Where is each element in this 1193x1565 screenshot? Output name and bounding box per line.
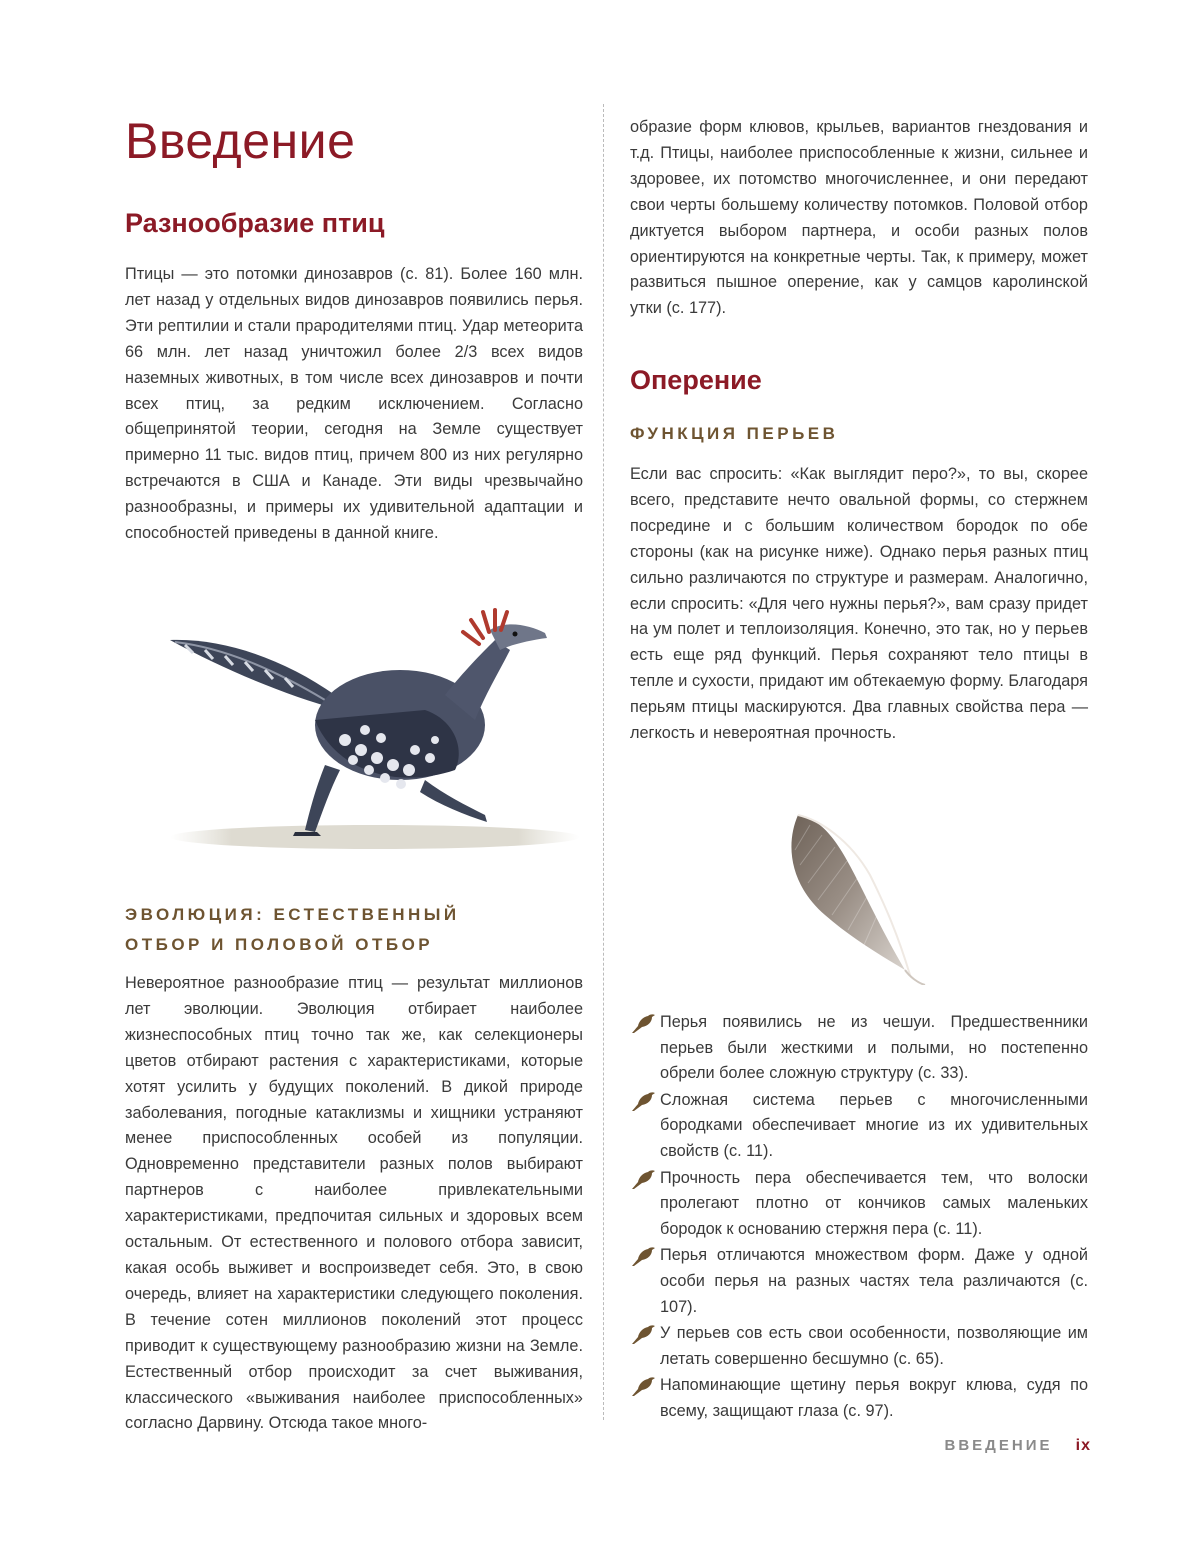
feather-illustration (780, 805, 945, 985)
column-divider (603, 104, 604, 1420)
continued-paragraph: образие форм клювов, крыльев, вариантов гнездования и т.д. Птицы, наиболее приспособленные к жизни, сильнее и здоровее, их потомство многочисленнее, и они передают свои черты большему количеству потомков. Половой отбор диктуется выбором партнера, и особи разных полов ориентируются на конкретные черты. Так, к примеру, может развиться пышное оперение, как у самцов каролинской утки (с. 177). (630, 118, 1088, 318)
list-item: Прочность пера обеспечивается тем, что волоски пролегают плотно от кончиков самых маленьких бородок к основанию стержня пера (с. 11). (630, 1166, 1088, 1243)
feather-facts-list (630, 1010, 1088, 1426)
page-footer (945, 1437, 1092, 1455)
bird-bullet-icon (630, 1089, 656, 1113)
list-item: Перья отличаются множеством форм. Даже у одной особи перья на разных частях тела различаются (с. 107). (630, 1243, 1088, 1320)
list-item: У перьев сов есть свои особенности, позволяющие им летать совершенно бесшумно (с. 65). (630, 1321, 1088, 1372)
bird-bullet-icon (630, 1167, 656, 1191)
bird-bullet-icon (630, 1322, 656, 1346)
section-title-diversity: Разнообразие птиц (125, 208, 385, 238)
page-number: ix (1075, 1437, 1091, 1454)
diversity-paragraph: Птицы — это потомки динозавров (с. 81). Более 160 млн. лет назад у отдельных видов динозавров появились перья. Эти рептилии и стали прародителями птиц. Удар метеорита 66 млн. лет назад уничтожил более 2/3 всех видов наземных животных, в том числе всех динозавров и почти всех птиц, за редким исключением. Согласно общепринятой теории, сегодня на Земле существует примерно 11 тыс. видов птиц, причем 800 из них регулярно встречаются в США и Канаде. Эти виды чрезвычайно разнообразны, и примеры их удивительной адаптации и способностей приведены в данной книге. (125, 265, 583, 543)
section-title-plumage: Оперение (630, 365, 762, 395)
page-title: Введение (125, 113, 356, 169)
evolution-paragraph: Невероятное разнообразие птиц — результат миллионов лет эволюции. Эволюция отбирает наиболее жизнеспособных птиц точно так же, как селекционеры цветов отбирают растения с характеристиками, которые хотят усилить у будущих поколений. В дикой природе заболевания, погодные катаклизмы и хищники устраняют менее приспособленных особей из популяции. Одновременно представители разных полов выбирают партнеров с наиболее привлекательными характеристиками, предпочитая сильных и здоровых всем остальным. От естественного и полового отбора зависит, какая особь выживет и воспроизведет себя. Это, в свою очередь, влияет на характеристики следующего поколения. В течение сотен миллионов поколений этот процесс приводит к существующему разнообразию жизни на Земле. Естественный отбор происходит за счет выживания, классического «выживания наиболее приспособленных» согласно Дарвину. Отсюда такое много- (125, 974, 583, 1433)
list-item: Перья появились не из чешуи. Предшественники перьев были жесткими и полыми, но постепенно обрели более сложную структуру (с. 33). (630, 1010, 1088, 1087)
bird-bullet-icon (630, 1011, 656, 1035)
subhead-evolution (125, 900, 583, 960)
feathered-dinosaur-illustration (165, 600, 585, 860)
feather-function-paragraph: Если вас спросить: «Как выглядит перо?», то вы, скорее всего, представите нечто овальной формы, со стержнем посредине и с большим количеством бородок по обе стороны (как на рисунке ниже). Однако перья разных птиц сильно различаются по структуре и размерам. Аналогично, если спросить: «Для чего нужны перья?», вам сразу придет на ум полет и теплоизоляция. Конечно, это так, но у перьев есть еще ряд функций. Перья сохраняют тело птицы в тепле и сухости, придают им обтекаемую форму. Благодаря перьям птицы маскируются. Два главных свойства пера — легкость и невероятная прочность. (630, 465, 1088, 743)
list-item: Напоминающие щетину перья вокруг клюва, судя по всему, защищают глаза (с. 97). (630, 1373, 1088, 1424)
bird-bullet-icon (630, 1244, 656, 1268)
list-item: Сложная система перьев с многочисленными бородками обеспечивает многие из их удивительных свойств (с. 11). (630, 1088, 1088, 1165)
subhead-feather-function: ФУНКЦИЯ ПЕРЬЕВ (630, 424, 839, 443)
subhead-evolution-line2: ОТБОР И ПОЛОВОЙ ОТБОР (125, 935, 434, 954)
subhead-evolution-line1: ЭВОЛЮЦИЯ: ЕСТЕСТВЕННЫЙ (125, 905, 460, 924)
bird-bullet-icon (630, 1374, 656, 1398)
running-header: ВВЕДЕНИЕ (944, 1437, 1053, 1454)
